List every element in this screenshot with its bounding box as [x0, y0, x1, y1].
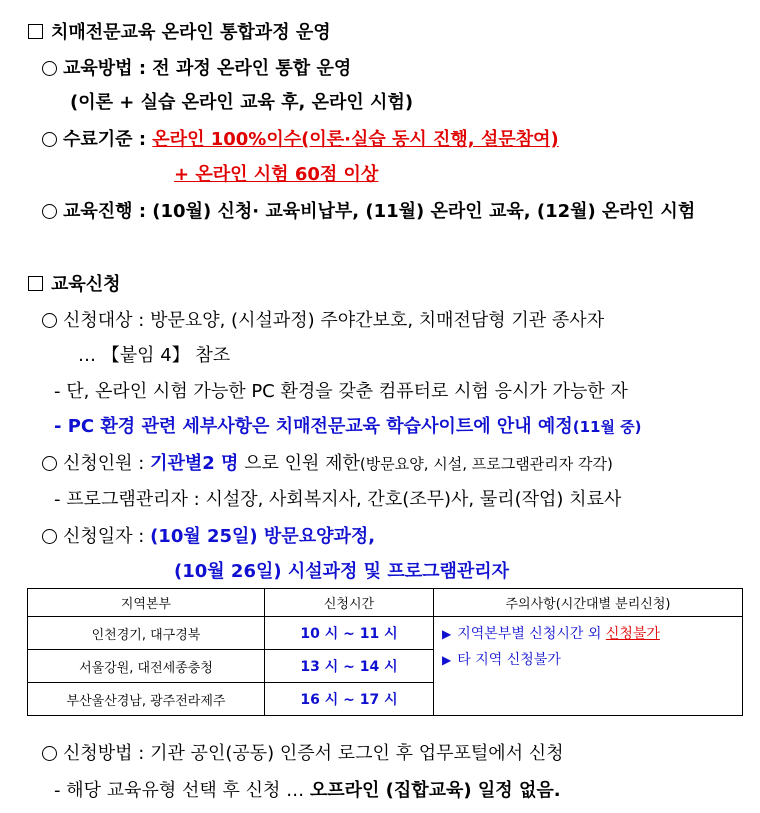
pm-note: - 프로그램관리자 : 시설장, 사회복지사, 간호(조무)사, 물리(작업) 치료사: [54, 489, 622, 510]
circle-bullet-icon: [42, 529, 57, 544]
count-item: 신청인원 : 기관별2 명 으로 인원 제한(방문요양, 시설, 프로그램관리자 각각): [42, 452, 613, 476]
triangle-right-icon: ▶: [442, 653, 452, 667]
circle-bullet-icon: [42, 61, 57, 76]
checkbox-square-icon: [28, 24, 43, 39]
schedule-table: [27, 588, 743, 716]
region-cell: 인천경기, 대구경북: [28, 617, 265, 650]
checkbox-square-icon: [28, 276, 43, 291]
criteria-value: 온라인 100%이수(이론·실습 동시 진행, 설문참여): [152, 129, 559, 150]
time-cell: 13 시 ~ 14 시: [265, 650, 434, 683]
circle-bullet-icon: [42, 456, 57, 471]
target-note: - 단, 온라인 시험 가능한 PC 환경을 갖춘 컴퓨터로 시험 응시가 가능한 자: [54, 381, 628, 402]
triangle-right-icon: ▶: [442, 627, 452, 641]
time-cell: 16 시 ~ 17 시: [265, 683, 434, 716]
circle-bullet-icon: [42, 746, 57, 761]
progress-item: 교육진행 : (10월) 신청· 교육비납부, (11월) 온라인 교육, (12월) 온라인 시험: [42, 200, 695, 224]
circle-bullet-icon: [42, 313, 57, 328]
date-value-2: (10월 26일) 시설과정 및 프로그램관리자: [174, 561, 510, 582]
method-item: 교육방법 : 전 과정 온라인 통합 운영: [42, 57, 351, 81]
table-header: 주의사항(시간대별 분리신청): [434, 589, 743, 617]
time-cell: 10 시 ~ 11 시: [265, 617, 434, 650]
section1-heading: 치매전문교육 온라인 통합과정 운영: [28, 21, 331, 45]
section2-heading: 교육신청: [28, 273, 121, 297]
note-line-1: ▶ 지역본부별 신청시간 외 신청불가: [442, 626, 660, 642]
table-header: 신청시간: [265, 589, 434, 617]
region-cell: 서울강원, 대전세종충청: [28, 650, 265, 683]
date-item: 신청일자 : (10월 25일) 방문요양과정,: [42, 525, 375, 549]
region-cell: 부산울산경남, 광주전라제주: [28, 683, 265, 716]
how-note: - 해당 교육유형 선택 후 신청 … 오프라인 (집합교육) 일정 없음.: [54, 780, 561, 801]
criteria-value-2: + 온라인 시험 60점 이상: [174, 164, 379, 185]
target-item: 신청대상 : 방문요양, (시설과정) 주야간보호, 치매전담형 기관 종사자: [42, 309, 604, 333]
circle-bullet-icon: [42, 132, 57, 147]
circle-bullet-icon: [42, 204, 57, 219]
table-row: [28, 617, 743, 650]
table-header: 지역본부: [28, 589, 265, 617]
notes-cell: [434, 617, 743, 716]
note-line-2: ▶ 타 지역 신청불가: [442, 652, 561, 668]
pc-note: - PC 환경 관련 세부사항은 치매전문교육 학습사이트에 안내 예정(11월 중): [54, 416, 642, 437]
table-header-row: [28, 589, 743, 617]
method-note: (이론 + 실습 온라인 교육 후, 온라인 시험): [70, 92, 414, 113]
criteria-item: 수료기준 : 온라인 100%이수(이론·실습 동시 진행, 설문참여): [42, 128, 559, 152]
target-ref: … 【붙임 4】 참조: [78, 345, 231, 366]
how-item: 신청방법 : 기관 공인(공동) 인증서 로그인 후 업무포털에서 신청: [42, 742, 564, 766]
